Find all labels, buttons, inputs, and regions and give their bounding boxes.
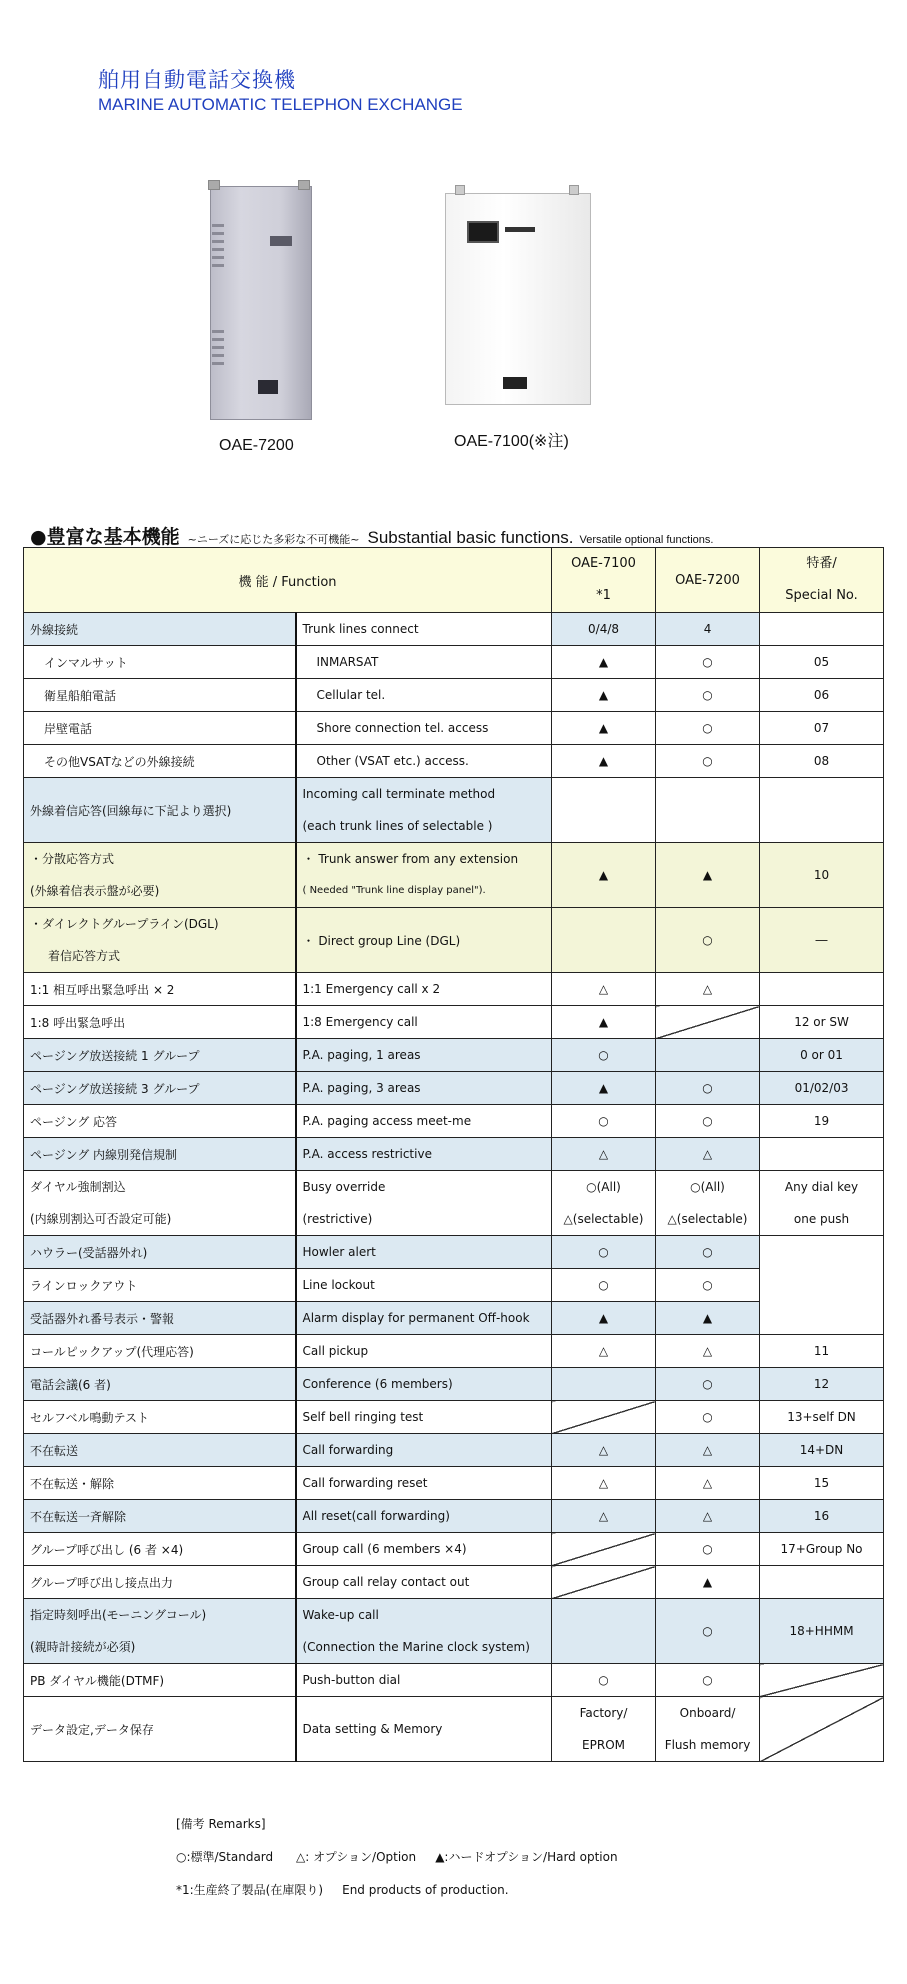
page-title-jp: 舶用自動電話交換機 (98, 68, 296, 92)
remarks (176, 1808, 618, 1907)
table-row: グループ呼び出し (6 者 ×4) Group call (6 members ×4) ○ 17+Group No (24, 1533, 884, 1566)
table-row: インマルサット INMARSAT ▲ ○ 05 (24, 646, 884, 679)
section-subtitle-jp: ~ニーズに応じた多彩な不可機能~ (187, 533, 360, 546)
product-caption-oae-7100: OAE-7100(※注) (454, 433, 569, 450)
remarks-title: [備考 Remarks] (176, 1817, 266, 1831)
section-title-en: Substantial basic functions. (367, 528, 574, 547)
bullet-icon: ● (30, 526, 47, 548)
table-row: ダイヤル強制割込 (内線別割込可否設定可能) Busy override (restrictive) ○(All) △(selectable) ○(All) △(selectable) Any dial key one push (24, 1171, 884, 1236)
table-row: PB ダイヤル機能(DTMF) Push-button dial ○ ○ (24, 1664, 884, 1697)
table-row: ・分散応答方式 (外線着信表示盤が必要) ・ Trunk answer from any extension ( Needed "Trunk line display panel"). ▲ ▲ 10 (24, 843, 884, 908)
table-row: 1:1 相互呼出緊急呼出 × 2 1:1 Emergency call x 2 △ △ (24, 973, 884, 1006)
section-subtitle-en: Versatile optional functions. (579, 534, 714, 546)
table-row: 岸壁電話 Shore connection tel. access ▲ ○ 07 (24, 712, 884, 745)
table-row: ページング放送接続 3 グループ P.A. paging, 3 areas ▲ ○ 01/02/03 (24, 1072, 884, 1105)
product-image-oae-7100 (445, 193, 591, 405)
table-row: 受話器外れ番号表示・警報 Alarm display for permanent Off-hook ▲ ▲ (24, 1302, 884, 1335)
header-oae-7200: OAE-7200 (656, 548, 760, 613)
table-row: 電話会議(6 者) Conference (6 members) ○ 12 (24, 1368, 884, 1401)
table-row: 衛星船舶電話 Cellular tel. ▲ ○ 06 (24, 679, 884, 712)
page-title-en: MARINE AUTOMATIC TELEPHON EXCHANGE (98, 95, 463, 114)
remarks-note: *1:生産終了製品(在庫限り) End products of production. (176, 1883, 509, 1897)
header-special-no: 特番/ Special No. (760, 548, 884, 613)
table-row: 指定時刻呼出(モーニングコール) (親時計接続が必須) Wake-up call (Connection the Marine clock system) ○ 18+HHMM (24, 1599, 884, 1664)
table-row: グループ呼び出し接点出力 Group call relay contact out ▲ (24, 1566, 884, 1599)
product-caption-oae-7200: OAE-7200 (219, 437, 294, 454)
table-row: 不在転送 Call forwarding △ △ 14+DN (24, 1434, 884, 1467)
table-row: ページング 内線別発信規制 P.A. access restrictive △ △ (24, 1138, 884, 1171)
table-row: ラインロックアウト Line lockout ○ ○ (24, 1269, 884, 1302)
table-row: 1:8 呼出緊急呼出 1:8 Emergency call ▲ 12 or SW (24, 1006, 884, 1039)
table-row: その他VSATなどの外線接続 Other (VSAT etc.) access. ▲ ○ 08 (24, 745, 884, 778)
table-row: 外線接続 Trunk lines connect 0/4/8 4 (24, 613, 884, 646)
table-header-row (24, 548, 884, 613)
table-row: ページング放送接続 1 グループ P.A. paging, 1 areas ○ 0 or 01 (24, 1039, 884, 1072)
table-row: ・ダイレクトグループライン(DGL) 着信応答方式 ・ Direct group Line (DGL) ○ ― (24, 908, 884, 973)
table-row: ハウラー(受話器外れ) Howler alert ○ ○ (24, 1236, 884, 1269)
table-row: データ設定,データ保存 Data setting & Memory Factory/ EPROM Onboard/ Flush memory (24, 1697, 884, 1762)
table-row: ページング 応答 P.A. paging access meet-me ○ ○ 19 (24, 1105, 884, 1138)
function-table (23, 547, 884, 1762)
remarks-legend: ○:標準/Standard △: オプション/Option ▲:ハードオプション/Hard option (176, 1850, 618, 1864)
table-row: コールピックアップ(代理応答) Call pickup △ △ 11 (24, 1335, 884, 1368)
table-row: 不在転送一斉解除 All reset(call forwarding) △ △ 16 (24, 1500, 884, 1533)
product-image-oae-7200 (202, 180, 318, 424)
header-oae-7100: OAE-7100 *1 (552, 548, 656, 613)
header-function: 機 能 / Function (24, 548, 552, 613)
table-row: 不在転送・解除 Call forwarding reset △ △ 15 (24, 1467, 884, 1500)
table-row: 外線着信応答(回線毎に下記より選択) Incoming call terminate method (each trunk lines of selectable ) (24, 778, 884, 843)
section-title-jp: 豊富な基本機能 (46, 526, 180, 548)
table-row: セルフベル鳴動テスト Self bell ringing test ○ 13+self DN (24, 1401, 884, 1434)
section-heading (30, 522, 713, 549)
